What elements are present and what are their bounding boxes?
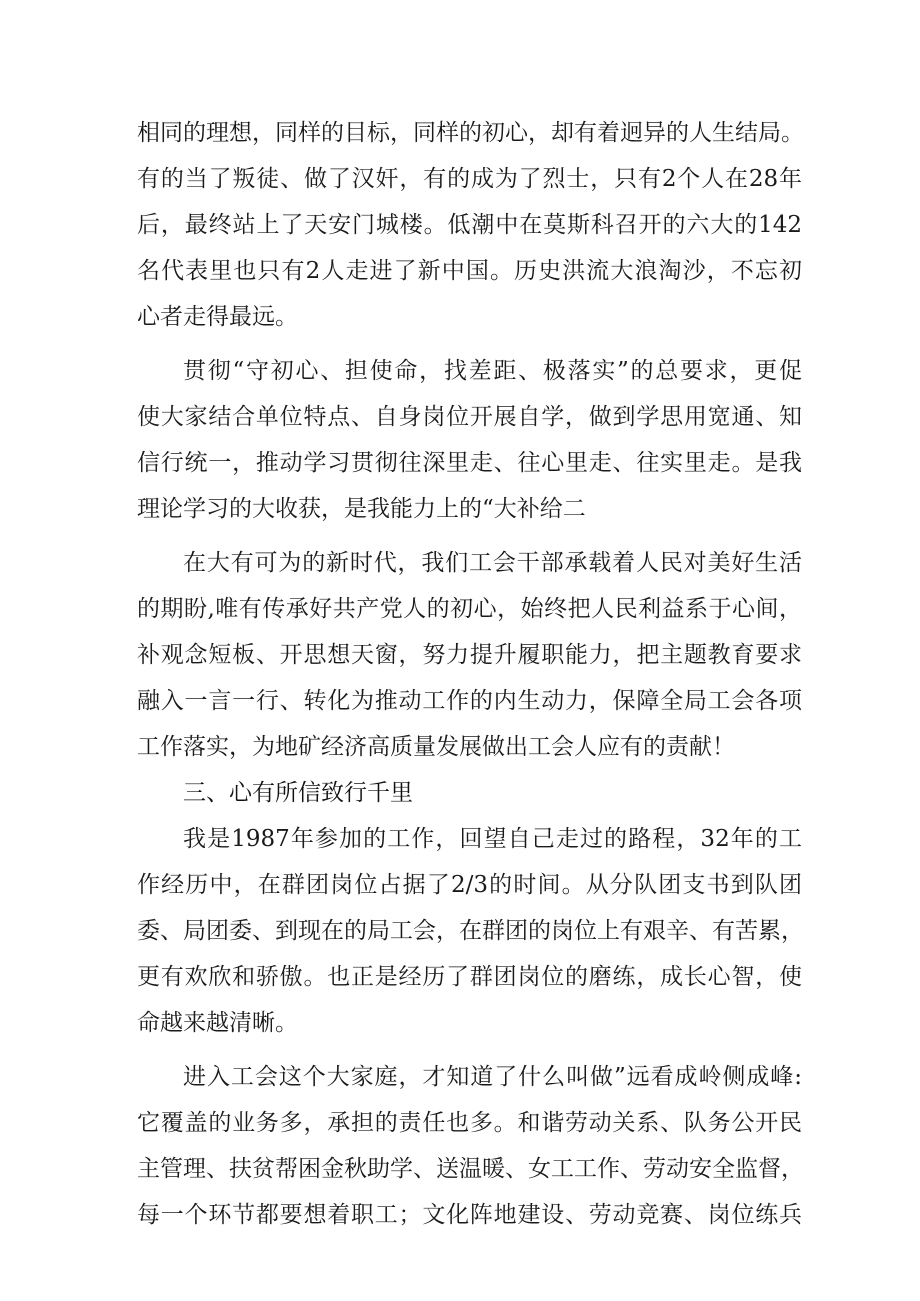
text-line: 名代表里也只有2人走进了新中国。历史洪流大浪淘沙，不忘初 — [137, 258, 802, 284]
text-line: 每一个环节都要想着职工；文化阵地建设、劳动竞赛、岗位练兵 — [137, 1202, 802, 1228]
text-line: 贯彻“守初心、担使命，找差距、极落实”的总要求，更促 — [183, 358, 802, 384]
text-line: 主管理、扶贫帮困金秋助学、送温暖、女工工作、劳动安全监督， — [137, 1156, 804, 1182]
paragraph-requirements — [137, 348, 802, 532]
text-line: 融入一言一行、转化为推动工作的内生动力，保障全局工会各项 — [137, 688, 802, 714]
text-line: 有的当了叛徒、做了汉奸，有的成为了烈士，只有2个人在28年 — [137, 166, 802, 192]
text-line: 相同的理想，同样的目标，同样的初心，却有着迥异的人生结局。 — [137, 120, 804, 146]
text-line: 使大家结合单位特点、自身岗位开展自学，做到学思用宽通、知 — [137, 404, 802, 430]
text-line: 信行统一，推动学习贯彻往深里走、往心里走、往实里走。是我 — [137, 450, 802, 476]
text-line: 进入工会这个大家庭，才知道了什么叫做”远看成岭侧成峰: — [183, 1064, 802, 1090]
text-line: 后，最终站上了天安门城楼。低潮中在莫斯科召开的六大的142 — [137, 212, 802, 238]
text-line: 工作落实，为地矿经济高质量发展做出工会人应有的责献！ — [137, 734, 735, 760]
text-line: 心者走得最远。 — [137, 304, 298, 330]
text-line: 理论学习的大收获，是我能力上的“大补给二 — [137, 496, 586, 522]
section-heading: 三、心有所信致行千里 — [183, 780, 413, 806]
paragraph-new-era — [137, 540, 802, 770]
text-line: 命越来越清晰。 — [137, 1010, 298, 1036]
paragraph-union-family — [137, 1054, 802, 1238]
text-line: 的期盼,唯有传承好共产党人的初心，始终把人民利益系于心间， — [137, 596, 802, 622]
text-line: 它覆盖的业务多，承担的责任也多。和谐劳动关系、队务公开民 — [137, 1110, 802, 1136]
text-line: 在大有可为的新时代，我们工会干部承载着人民对美好生活 — [183, 550, 802, 576]
paragraph-ideals — [137, 110, 802, 340]
text-line: 补观念短板、开思想天窗，努力提升履职能力，把主题教育要求 — [137, 642, 802, 668]
paragraph-career — [137, 816, 802, 1046]
text-line: 作经历中，在群团岗位占据了2/3的时间。从分队团支书到队团 — [137, 872, 802, 898]
text-line: 更有欢欣和骄傲。也正是经历了群团岗位的磨练，成长心智，使 — [137, 964, 802, 990]
text-line: 委、局团委、到现在的局工会，在群团的岗位上有艰辛、有苦累， — [137, 918, 804, 944]
document-body — [137, 110, 802, 1238]
text-line: 我是1987年参加的工作，回望自己走过的路程，32年的工 — [183, 826, 802, 852]
